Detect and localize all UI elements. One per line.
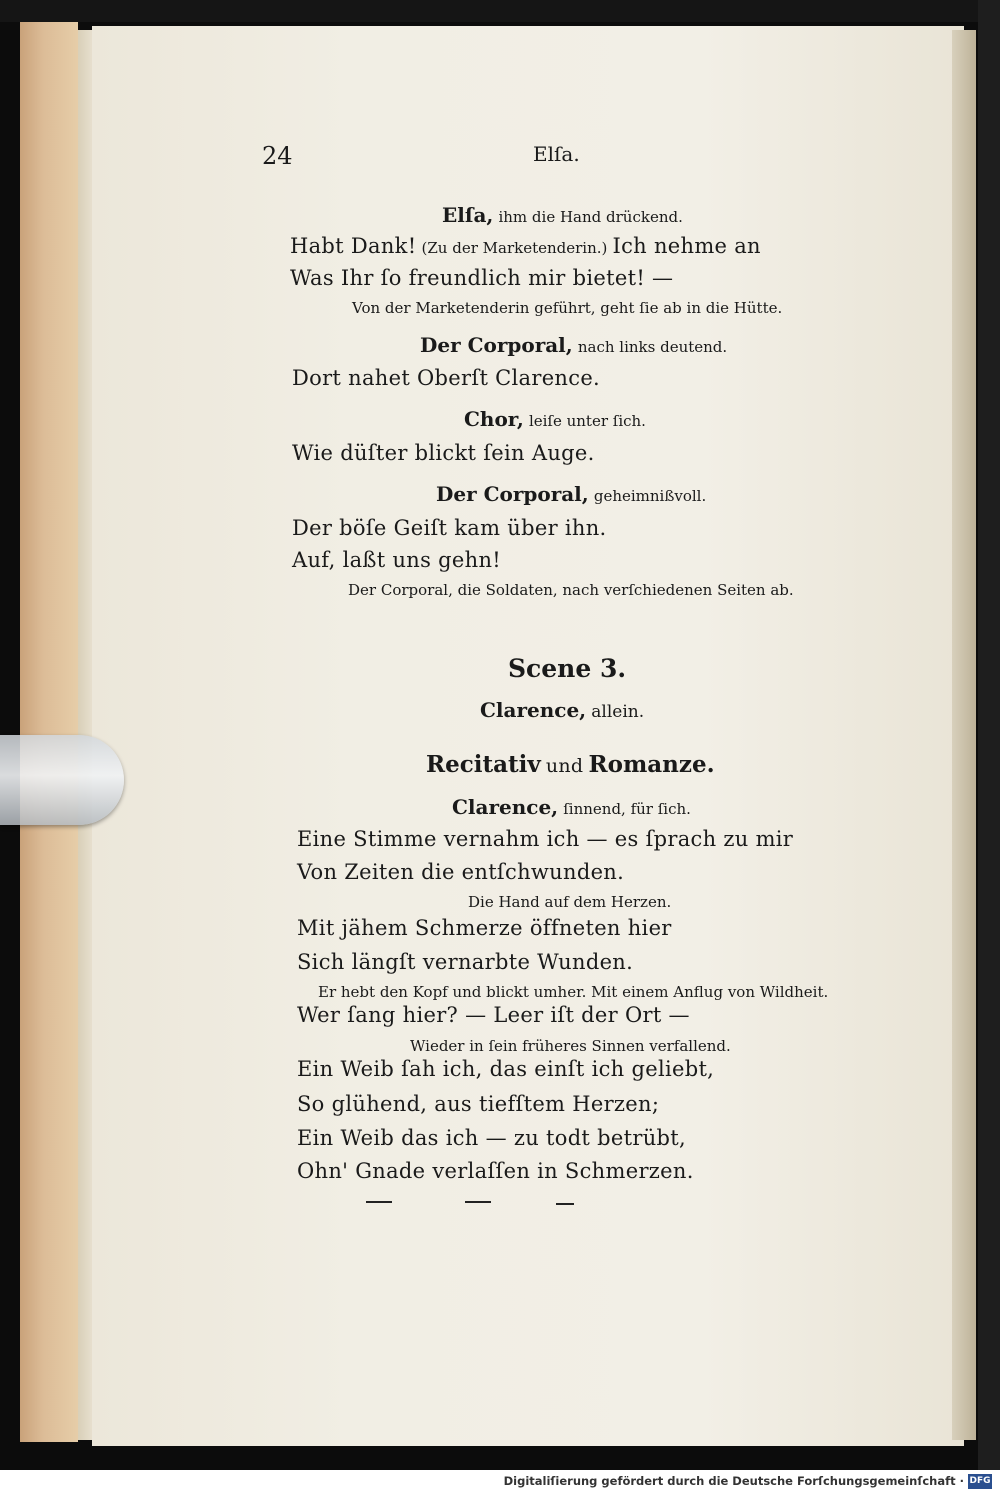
- piece-title-romanze: Romanze.: [588, 751, 715, 778]
- verse-text: Habt Dank!: [290, 234, 417, 258]
- piece-title: [426, 751, 715, 778]
- stage-heading: [420, 333, 727, 357]
- book-binding: [20, 22, 78, 1442]
- verse-line: Ohn' Gnade verlaſſen in Schmerzen.: [297, 1159, 694, 1183]
- verse-line: So glühend, aus tiefſtem Herzen;: [297, 1092, 660, 1116]
- character-note: allein.: [591, 702, 645, 722]
- stage-direction: geheimnißvoll.: [593, 487, 707, 505]
- verse-line: Der böſe Geiſt kam über ihn.: [292, 516, 607, 540]
- scene-character: [480, 698, 644, 722]
- piece-title-recitativ: Recitativ: [426, 751, 541, 778]
- speaker-name: Der Corporal,: [436, 482, 589, 506]
- scene-title: Scene 3.: [508, 654, 627, 683]
- stage-heading: [452, 795, 691, 819]
- stage-heading: [436, 482, 706, 506]
- piece-title-und: und: [545, 755, 584, 777]
- inline-direction: (Zu der Marketenderin.): [421, 239, 608, 257]
- verse-line: Wie düſter blickt ſein Auge.: [292, 441, 595, 465]
- end-dash: [556, 1203, 574, 1205]
- stage-direction: ſinnend, für ſich.: [563, 800, 691, 818]
- end-dash: [366, 1201, 392, 1203]
- page-edge: [952, 30, 976, 1440]
- verse-line: Sich längſt vernarbte Wunden.: [297, 950, 634, 974]
- stage-direction: Von der Marketenderin geführt, geht ſie ab in die Hütte.: [352, 299, 783, 317]
- verse-line: Mit jähem Schmerze öffneten hier: [297, 916, 672, 940]
- stage-direction: Er hebt den Kopf und blickt umher. Mit einem Anflug von Wildheit.: [318, 983, 829, 1001]
- verse-line: Was Ihr ſo freundlich mir bietet! —: [290, 266, 674, 290]
- verse-line: Ein Weib das ich — zu todt betrübt,: [297, 1126, 686, 1150]
- verse-line: Von Zeiten die entſchwunden.: [297, 860, 625, 884]
- verse-text: Ich nehme an: [612, 234, 761, 258]
- stage-direction: Die Hand auf dem Herzen.: [468, 893, 672, 911]
- plastic-clip: [0, 735, 124, 825]
- scan-background-top: [0, 0, 1000, 22]
- running-head: Elſa.: [533, 142, 580, 166]
- verse-line: [290, 234, 761, 258]
- stage-direction: ihm die Hand drückend.: [498, 208, 683, 226]
- verse-line: Eine Stimme vernahm ich — es ſprach zu mir: [297, 827, 794, 851]
- character-name: Clarence,: [480, 698, 587, 722]
- verse-line: Ein Weib ſah ich, das einſt ich geliebt,: [297, 1057, 715, 1081]
- speaker-name: Clarence,: [452, 795, 559, 819]
- verse-line: Wer ſang hier? — Leer iſt der Ort —: [297, 1003, 690, 1027]
- stage-direction: Wieder in ſein früheres Sinnen verfallend.: [410, 1037, 731, 1055]
- verse-line: Auf, laßt uns gehn!: [292, 548, 502, 572]
- stage-heading: [442, 203, 683, 227]
- verse-line: Dort nahet Oberſt Clarence.: [292, 366, 601, 390]
- stage-direction: Der Corporal, die Soldaten, nach verſchiedenen Seiten ab.: [348, 581, 794, 599]
- stage-direction: leiſe unter ſich.: [528, 412, 646, 430]
- page-number: 24: [262, 142, 293, 170]
- stage-heading: [464, 407, 646, 431]
- stage-direction: nach links deutend.: [577, 338, 728, 356]
- speaker-name: Chor,: [464, 407, 524, 431]
- scan-background-right: [978, 0, 1000, 1470]
- speaker-name: Der Corporal,: [420, 333, 573, 357]
- end-dash: [465, 1201, 491, 1203]
- dfg-logo: DFG: [968, 1474, 992, 1489]
- footer-credit: Digitaliſierung gefördert durch die Deutsche Forſchungsgemeinſchaft ·: [503, 1474, 964, 1488]
- speaker-name: Elſa,: [442, 203, 494, 227]
